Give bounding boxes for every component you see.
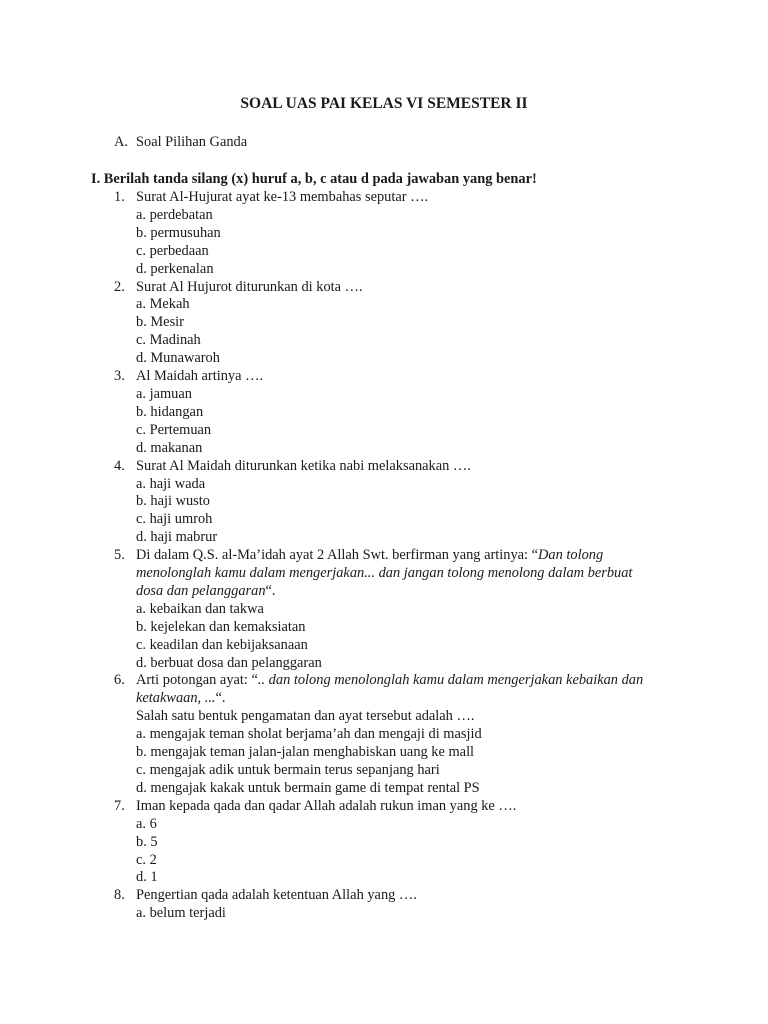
stem-quote: ketakwaan, ... xyxy=(136,690,216,707)
question-stem: Al Maidah artinya …. xyxy=(136,368,264,385)
option-a: a. kebaikan dan takwa xyxy=(136,600,264,617)
stem-quote: Dan tolong xyxy=(538,547,604,564)
stem-suffix: “. xyxy=(215,690,226,707)
stem-prefix: Arti potongan ayat: “ xyxy=(136,672,258,689)
question-2 xyxy=(0,279,768,369)
stem-line-2 xyxy=(136,690,672,708)
option-b: b. Mesir xyxy=(136,314,184,331)
option-d: d. haji mabrur xyxy=(136,529,218,546)
stem-quote: dosa dan pelanggaran xyxy=(136,582,266,599)
option-a: a. 6 xyxy=(136,815,157,832)
question-number: 2. xyxy=(114,278,125,295)
question-number: 6. xyxy=(114,672,125,689)
section-label: Soal Pilihan Ganda xyxy=(136,134,248,150)
stem-quote: menolonglah kamu dalam mengerjakan... dan jangan tolong menolong dalam berbuat xyxy=(136,565,633,582)
question-stem xyxy=(136,672,672,726)
option-b: b. kejelekan dan kemaksiatan xyxy=(136,618,306,635)
stem-quote: .. dan tolong menolonglah kamu dalam mengerjakan kebaikan dan xyxy=(257,672,644,689)
question-3 xyxy=(0,368,768,458)
question-stem: Surat Al Maidah diturunkan ketika nabi melaksanakan …. xyxy=(136,457,471,474)
stem-line-1 xyxy=(136,547,672,565)
question-number: 7. xyxy=(114,797,125,814)
section-heading xyxy=(114,134,247,152)
option-a: a. belum terjadi xyxy=(136,905,226,922)
question-list xyxy=(0,189,768,923)
option-c: c. keadilan dan kebijaksanaan xyxy=(136,636,308,653)
question-stem xyxy=(136,547,672,601)
option-c: c. haji umroh xyxy=(136,511,213,528)
question-8 xyxy=(0,887,768,923)
question-number: 4. xyxy=(114,457,125,474)
question-6 xyxy=(0,672,768,797)
stem-line-2 xyxy=(136,565,672,583)
option-a: a. mengajak teman sholat berjama’ah dan mengaji di masjid xyxy=(136,726,482,743)
option-b: b. haji wusto xyxy=(136,493,210,510)
option-d: d. Munawaroh xyxy=(136,350,220,367)
question-stem: Pengertian qada adalah ketentuan Allah yang …. xyxy=(136,887,417,904)
question-stem: Surat Al-Hujurat ayat ke-13 membahas seputar …. xyxy=(136,189,429,205)
option-c: c. 2 xyxy=(136,851,157,868)
question-number: 1. xyxy=(114,189,125,205)
stem-line-3: Salah satu bentuk pengamatan dan ayat tersebut adalah …. xyxy=(136,708,475,725)
option-c: c. Pertemuan xyxy=(136,421,212,438)
stem-line-1 xyxy=(136,672,672,690)
question-number: 8. xyxy=(114,887,125,904)
question-1 xyxy=(0,189,768,279)
option-c: c. Madinah xyxy=(136,332,201,349)
stem-suffix: “. xyxy=(265,582,276,599)
option-b: b. permusuhan xyxy=(136,224,221,241)
option-a: a. jamuan xyxy=(136,385,192,402)
option-c: c. perbedaan xyxy=(136,242,209,259)
option-b: b. 5 xyxy=(136,833,158,850)
option-b: b. hidangan xyxy=(136,403,204,420)
option-a: a. perdebatan xyxy=(136,206,213,223)
instruction-text: I. Berilah tanda silang (x) huruf a, b, c atau d pada jawaban yang benar! xyxy=(91,171,537,187)
question-number: 3. xyxy=(114,368,125,385)
stem-line-3 xyxy=(136,583,672,601)
option-d: d. 1 xyxy=(136,869,158,886)
option-a: a. Mekah xyxy=(136,296,190,313)
option-d: d. perkenalan xyxy=(136,260,214,277)
question-number: 5. xyxy=(114,547,125,564)
question-stem: Surat Al Hujurot diturunkan di kota …. xyxy=(136,278,363,295)
option-d: d. makanan xyxy=(136,439,203,456)
question-7 xyxy=(0,798,768,888)
option-d: d. mengajak kakak untuk bermain game di tempat rental PS xyxy=(136,779,480,796)
option-d: d. berbuat dosa dan pelanggaran xyxy=(136,654,322,671)
question-5 xyxy=(0,547,768,672)
stem-prefix: Di dalam Q.S. al-Ma’idah ayat 2 Allah Swt. berfirman yang artinya: “ xyxy=(136,547,539,564)
option-c: c. mengajak adik untuk bermain terus sepanjang hari xyxy=(136,762,440,778)
page-title: SOAL UAS PAI KELAS VI SEMESTER II xyxy=(240,95,528,112)
question-4 xyxy=(0,458,768,548)
section-letter: A. xyxy=(114,134,128,150)
option-b: b. mengajak teman jalan-jalan menghabiskan uang ke mall xyxy=(136,744,475,761)
option-a: a. haji wada xyxy=(136,475,206,492)
question-stem: Iman kepada qada dan qadar Allah adalah rukun iman yang ke …. xyxy=(136,797,517,814)
